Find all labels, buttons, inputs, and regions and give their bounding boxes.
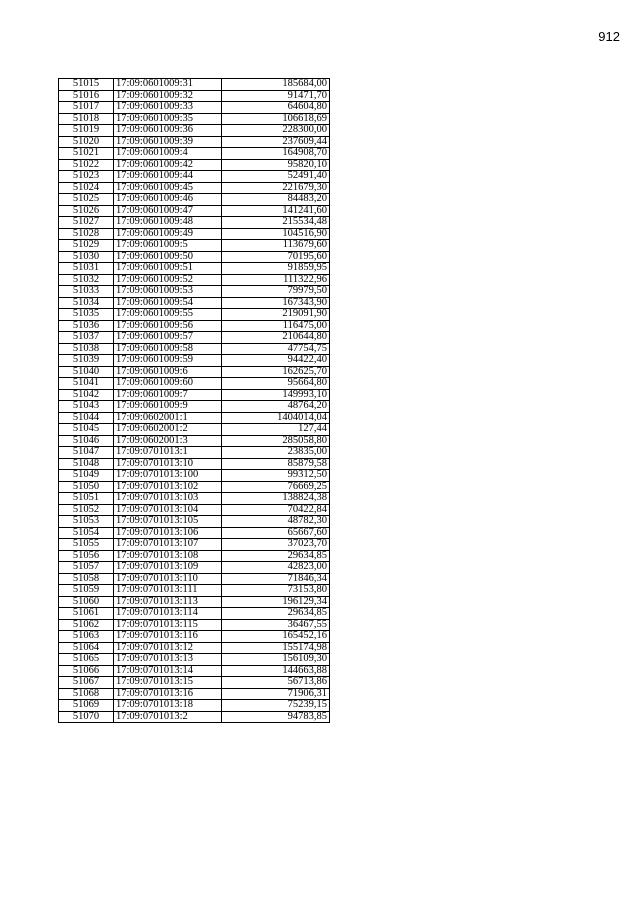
cadastral-number-cell: 17:09:0601009:53 [114,286,222,298]
table-row [59,654,330,666]
cadastral-number-cell: 17:09:0601009:45 [114,182,222,194]
row-number-cell: 51037 [59,332,114,344]
cadastral-number-cell: 17:09:0601009:44 [114,171,222,183]
cadastral-value-cell: 52491,40 [222,171,330,183]
cadastral-value-cell: 70422,84 [222,504,330,516]
cadastral-value-cell: 91859,95 [222,263,330,275]
table-row [59,470,330,482]
row-number-cell: 51049 [59,470,114,482]
cadastral-number-cell: 17:09:0601009:54 [114,297,222,309]
cadastral-number-cell: 17:09:0701013:109 [114,562,222,574]
table-row [59,136,330,148]
cadastral-value-cell: 29634,85 [222,550,330,562]
row-number-cell: 51041 [59,378,114,390]
row-number-cell: 51021 [59,148,114,160]
cadastral-value-cell: 165452,16 [222,631,330,643]
cadastral-value-cell: 210644,80 [222,332,330,344]
table-row [59,550,330,562]
row-number-cell: 51067 [59,677,114,689]
table-row [59,378,330,390]
cadastral-number-cell: 17:09:0601009:57 [114,332,222,344]
cadastral-number-cell: 17:09:0602001:3 [114,435,222,447]
table-row [59,447,330,459]
table-row [59,366,330,378]
row-number-cell: 51060 [59,596,114,608]
table-row [59,619,330,631]
cadastral-value-cell: 164908,70 [222,148,330,160]
row-number-cell: 51043 [59,401,114,413]
cadastral-number-cell: 17:09:0701013:107 [114,539,222,551]
cadastral-number-cell: 17:09:0601009:59 [114,355,222,367]
table-row [59,171,330,183]
table-row [59,125,330,137]
cadastral-value-cell: 48782,30 [222,516,330,528]
table-row [59,90,330,102]
table-row [59,228,330,240]
table-row [59,240,330,252]
table-row [59,585,330,597]
table-row [59,274,330,286]
cadastral-number-cell: 17:09:0701013:16 [114,688,222,700]
cadastral-value-cell: 155174,98 [222,642,330,654]
table-row [59,286,330,298]
cadastral-value-cell: 111322,96 [222,274,330,286]
row-number-cell: 51047 [59,447,114,459]
cadastral-number-cell: 17:09:0701013:10 [114,458,222,470]
row-number-cell: 51015 [59,79,114,91]
cadastral-number-cell: 17:09:0701013:115 [114,619,222,631]
cadastral-number-cell: 17:09:0701013:100 [114,470,222,482]
cadastral-value-cell: 76669,25 [222,481,330,493]
cadastral-number-cell: 17:09:0601009:52 [114,274,222,286]
cadastral-number-cell: 17:09:0601009:5 [114,240,222,252]
cadastral-number-cell: 17:09:0701013:103 [114,493,222,505]
cadastral-value-cell: 75239,15 [222,700,330,712]
row-number-cell: 51065 [59,654,114,666]
row-number-cell: 51046 [59,435,114,447]
row-number-cell: 51051 [59,493,114,505]
table-row [59,148,330,160]
row-number-cell: 51063 [59,631,114,643]
cadastral-number-cell: 17:09:0602001:1 [114,412,222,424]
row-number-cell: 51068 [59,688,114,700]
cadastral-number-cell: 17:09:0701013:114 [114,608,222,620]
row-number-cell: 51017 [59,102,114,114]
row-number-cell: 51058 [59,573,114,585]
table-row [59,711,330,723]
cadastral-value-cell: 138824,38 [222,493,330,505]
cadastral-value-cell: 196129,34 [222,596,330,608]
row-number-cell: 51034 [59,297,114,309]
row-number-cell: 51040 [59,366,114,378]
table-row [59,642,330,654]
row-number-cell: 51024 [59,182,114,194]
table-row [59,688,330,700]
cadastral-value-cell: 48764,20 [222,401,330,413]
row-number-cell: 51054 [59,527,114,539]
row-number-cell: 51020 [59,136,114,148]
cadastral-number-cell: 17:09:0601009:36 [114,125,222,137]
cadastral-number-cell: 17:09:0601009:46 [114,194,222,206]
cadastral-number-cell: 17:09:0701013:111 [114,585,222,597]
cadastral-value-cell: 64604,80 [222,102,330,114]
row-number-cell: 51066 [59,665,114,677]
cadastral-number-cell: 17:09:0701013:1 [114,447,222,459]
cadastral-number-cell: 17:09:0601009:42 [114,159,222,171]
cadastral-value-cell: 95820,10 [222,159,330,171]
table-row [59,562,330,574]
cadastral-value-cell: 237609,44 [222,136,330,148]
table-row [59,700,330,712]
cadastral-value-cell: 106618,69 [222,113,330,125]
row-number-cell: 51027 [59,217,114,229]
cadastral-value-cell: 79979,50 [222,286,330,298]
cadastral-number-cell: 17:09:0601009:55 [114,309,222,321]
table-row [59,159,330,171]
cadastre-value-table [58,78,330,723]
cadastral-number-cell: 17:09:0701013:12 [114,642,222,654]
cadastral-value-cell: 56713,86 [222,677,330,689]
cadastral-value-cell: 47754,75 [222,343,330,355]
cadastral-value-cell: 1404014,04 [222,412,330,424]
cadastral-value-cell: 94783,85 [222,711,330,723]
cadastral-number-cell: 17:09:0601009:39 [114,136,222,148]
row-number-cell: 51032 [59,274,114,286]
cadastral-value-cell: 36467,55 [222,619,330,631]
table-row [59,596,330,608]
row-number-cell: 51053 [59,516,114,528]
row-number-cell: 51048 [59,458,114,470]
table-row [59,493,330,505]
cadastral-number-cell: 17:09:0602001:2 [114,424,222,436]
cadastral-number-cell: 17:09:0701013:15 [114,677,222,689]
cadastral-value-cell: 95664,80 [222,378,330,390]
row-number-cell: 51055 [59,539,114,551]
table-row [59,631,330,643]
table-row [59,297,330,309]
table-row [59,504,330,516]
cadastral-number-cell: 17:09:0601009:51 [114,263,222,275]
cadastral-value-cell: 104516,90 [222,228,330,240]
table-row [59,113,330,125]
row-number-cell: 51035 [59,309,114,321]
cadastral-number-cell: 17:09:0601009:58 [114,343,222,355]
cadastral-value-cell: 228300,00 [222,125,330,137]
cadastral-value-cell: 113679,60 [222,240,330,252]
cadastral-number-cell: 17:09:0601009:47 [114,205,222,217]
row-number-cell: 51061 [59,608,114,620]
cadastral-number-cell: 17:09:0701013:13 [114,654,222,666]
cadastral-value-cell: 144663,88 [222,665,330,677]
cadastral-value-cell: 219091,90 [222,309,330,321]
row-number-cell: 51028 [59,228,114,240]
row-number-cell: 51039 [59,355,114,367]
cadastral-number-cell: 17:09:0601009:35 [114,113,222,125]
row-number-cell: 51030 [59,251,114,263]
cadastral-number-cell: 17:09:0601009:56 [114,320,222,332]
table-row [59,608,330,620]
cadastral-value-cell: 215534,48 [222,217,330,229]
cadastral-value-cell: 37023,70 [222,539,330,551]
table-row [59,182,330,194]
row-number-cell: 51057 [59,562,114,574]
row-number-cell: 51052 [59,504,114,516]
cadastral-number-cell: 17:09:0701013:18 [114,700,222,712]
cadastral-value-cell: 84483,20 [222,194,330,206]
table-row [59,102,330,114]
cadastral-value-cell: 116475,00 [222,320,330,332]
cadastral-value-cell: 70195,60 [222,251,330,263]
table-row [59,332,330,344]
table-row [59,251,330,263]
cadastral-number-cell: 17:09:0701013:105 [114,516,222,528]
table-row [59,665,330,677]
table-row [59,573,330,585]
cadastral-number-cell: 17:09:0701013:110 [114,573,222,585]
row-number-cell: 51045 [59,424,114,436]
table-row [59,527,330,539]
table-row [59,263,330,275]
row-number-cell: 51064 [59,642,114,654]
table-row [59,435,330,447]
row-number-cell: 51025 [59,194,114,206]
table-row [59,458,330,470]
row-number-cell: 51056 [59,550,114,562]
table-row [59,401,330,413]
table-row [59,481,330,493]
row-number-cell: 51036 [59,320,114,332]
row-number-cell: 51050 [59,481,114,493]
cadastral-number-cell: 17:09:0601009:60 [114,378,222,390]
cadastral-number-cell: 17:09:0601009:33 [114,102,222,114]
cadastral-value-cell: 285058,80 [222,435,330,447]
cadastral-value-cell: 185684,00 [222,79,330,91]
row-number-cell: 51042 [59,389,114,401]
row-number-cell: 51016 [59,90,114,102]
cadastral-number-cell: 17:09:0701013:106 [114,527,222,539]
cadastral-number-cell: 17:09:0601009:48 [114,217,222,229]
cadastral-value-cell: 94422,40 [222,355,330,367]
cadastral-value-cell: 141241,60 [222,205,330,217]
cadastral-value-cell: 127,44 [222,424,330,436]
cadastral-value-cell: 29634,85 [222,608,330,620]
table-row [59,424,330,436]
table-row [59,389,330,401]
row-number-cell: 51029 [59,240,114,252]
table-row [59,309,330,321]
table-row [59,539,330,551]
cadastral-value-cell: 71906,31 [222,688,330,700]
cadastral-value-cell: 65667,60 [222,527,330,539]
cadastral-number-cell: 17:09:0601009:6 [114,366,222,378]
row-number-cell: 51062 [59,619,114,631]
row-number-cell: 51019 [59,125,114,137]
row-number-cell: 51044 [59,412,114,424]
row-number-cell: 51026 [59,205,114,217]
cadastral-value-cell: 99312,50 [222,470,330,482]
cadastral-number-cell: 17:09:0701013:108 [114,550,222,562]
table-row [59,677,330,689]
row-number-cell: 51033 [59,286,114,298]
row-number-cell: 51023 [59,171,114,183]
table-row [59,516,330,528]
cadastral-number-cell: 17:09:0601009:32 [114,90,222,102]
table-row [59,343,330,355]
table-row [59,320,330,332]
cadastral-value-cell: 85879,58 [222,458,330,470]
row-number-cell: 51059 [59,585,114,597]
cadastral-number-cell: 17:09:0601009:50 [114,251,222,263]
cadastral-number-cell: 17:09:0701013:113 [114,596,222,608]
row-number-cell: 51069 [59,700,114,712]
row-number-cell: 51038 [59,343,114,355]
cadastral-value-cell: 91471,70 [222,90,330,102]
table-row [59,412,330,424]
table-body [59,79,330,723]
cadastral-value-cell: 149993,10 [222,389,330,401]
cadastral-value-cell: 73153,80 [222,585,330,597]
cadastral-number-cell: 17:09:0701013:104 [114,504,222,516]
cadastral-number-cell: 17:09:0701013:116 [114,631,222,643]
row-number-cell: 51022 [59,159,114,171]
cadastral-number-cell: 17:09:0601009:7 [114,389,222,401]
cadastral-number-cell: 17:09:0701013:14 [114,665,222,677]
cadastral-value-cell: 156109,30 [222,654,330,666]
cadastral-number-cell: 17:09:0701013:102 [114,481,222,493]
row-number-cell: 51018 [59,113,114,125]
cadastral-number-cell: 17:09:0701013:2 [114,711,222,723]
cadastral-number-cell: 17:09:0601009:31 [114,79,222,91]
page-number: 912 [598,29,620,44]
cadastral-value-cell: 167343,90 [222,297,330,309]
cadastral-number-cell: 17:09:0601009:4 [114,148,222,160]
cadastral-number-cell: 17:09:0601009:49 [114,228,222,240]
cadastral-value-cell: 23835,00 [222,447,330,459]
table-row [59,355,330,367]
cadastral-value-cell: 71846,34 [222,573,330,585]
table-row [59,79,330,91]
table-row [59,194,330,206]
cadastral-number-cell: 17:09:0601009:9 [114,401,222,413]
cadastral-value-cell: 42823,00 [222,562,330,574]
cadastral-value-cell: 221679,30 [222,182,330,194]
table-row [59,217,330,229]
table-row [59,205,330,217]
row-number-cell: 51070 [59,711,114,723]
cadastral-value-cell: 162625,70 [222,366,330,378]
row-number-cell: 51031 [59,263,114,275]
